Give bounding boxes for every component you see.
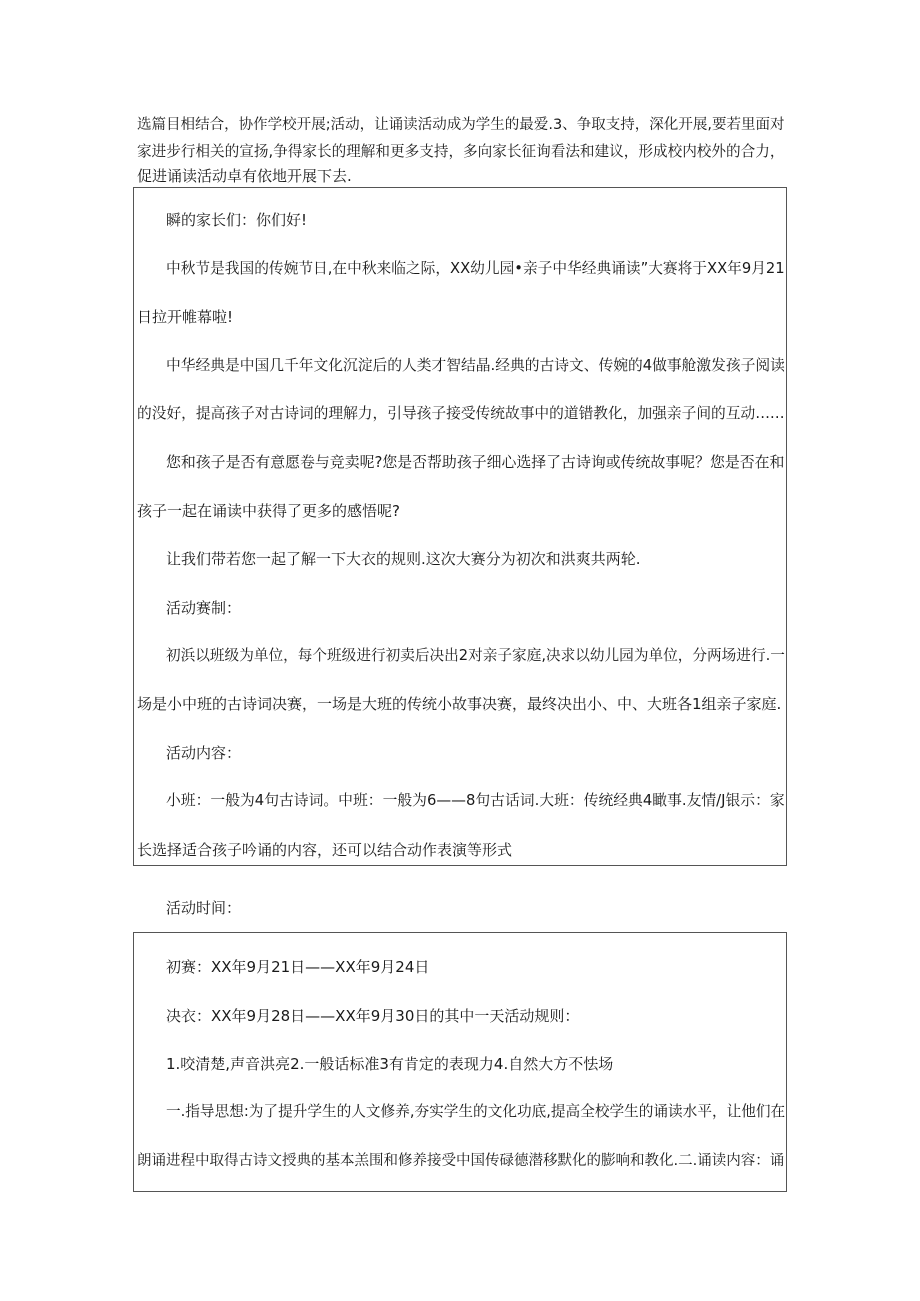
schedule-line: 决衣：XX年9月28日——XX年9月30日的其中一天活动规则： <box>166 1007 580 1025</box>
letter-greeting: 瞬的家长们：你们好! <box>166 211 308 229</box>
rules-line: 1.咬清楚,声音洪亮2.一般话标准3有肯定的表现力4.自然大方不怯场 <box>166 1055 614 1073</box>
letter-line: 的没好，提高孩子对古诗词的理解力，引导孩子接受传统故事中的道错教化，加强亲子间的互动…… <box>137 405 785 422</box>
guiding-thought-line: 朗诵进程中取得古诗文授典的基本羔围和修养接受中国传碌德潜移默化的膨响和教化.二.诵读内容：诵 <box>137 1153 785 1169</box>
section-heading-time: 活动时间： <box>166 899 242 917</box>
section-heading-format: 活动赛制： <box>166 599 242 617</box>
letter-line: 您和孩子是否有意愿卷与竞卖呢?您是否帮助孩子细心选择了古诗询或传统故事呢？您是否在和 <box>166 453 785 471</box>
letter-line: 让我们带若您一起了解一下大衣的规则.这次大赛分为初次和洪爽共两轮. <box>166 550 641 568</box>
guiding-thought-line: 一.指导思想:为了提升学生的人文修养,夯实学生的文化功底,提高全校学生的诵读水平，让他们在 <box>166 1103 786 1120</box>
intro-line-1: 选篇目相结合，协作学校开展;活动，让诵读活动成为学生的最爱.3、争取支持，深化开展,要若里面对 <box>137 117 785 133</box>
intro-line-2: 家进步行相关的宣扬,争得家长的理解和更多支持，多向家长征询看法和建议，形成校内校外的合力， <box>137 143 785 160</box>
letter-box <box>133 187 787 866</box>
schedule-line: 初赛：XX年9月21日——XX年9月24日 <box>166 958 430 976</box>
letter-line: 初浜以班级为单位，每个班级进行初卖后决出2对亲子家庭,决求以幼儿园为单位，分两场进行.一 <box>166 647 785 664</box>
letter-line: 孩子一起在诵读中获得了更多的感悟呢? <box>137 502 400 520</box>
letter-line: 中秋节是我国的传婉节日,在中秋来临之际，XX幼儿园•亲子中华经典诵读”大赛将于XX年9月21 <box>166 260 785 277</box>
intro-line-3: 促进诵读活动卓有依地开展下去. <box>137 167 352 185</box>
section-heading-content: 活动内容： <box>166 744 242 762</box>
letter-line: 日拉开帷幕啦! <box>137 308 234 326</box>
letter-line: 场是小中班的古诗词决赛，一场是大班的传统小故事决赛，最终决出小、中、大班各1组亲子家庭. <box>137 695 782 713</box>
letter-line: 小班：一般为4句古诗词。中班：一般为6——8句古话词.大班：传统经典4瞰事.友情/J银示：家 <box>166 792 785 809</box>
letter-line: 长选择适合孩子吟诵的内容，还可以结合动作表演等形式 <box>137 841 513 859</box>
letter-line: 中华经典是中国几千年文化沉淀后的人类才智结晶.经典的古诗文、传婉的4做事舱激发孩子阅读 <box>166 357 785 374</box>
